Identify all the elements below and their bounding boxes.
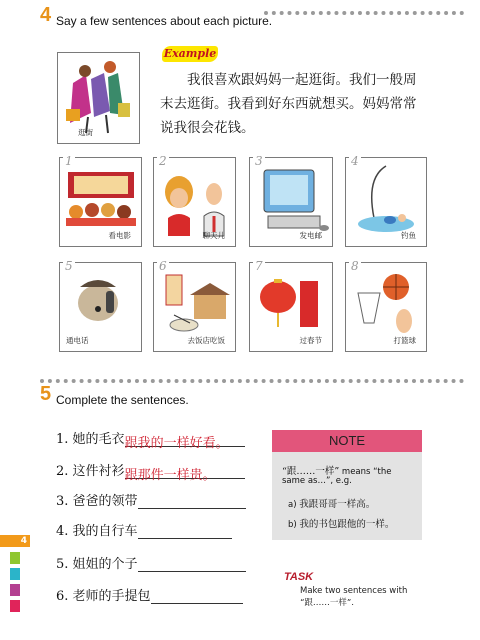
- picture-7-number: 7: [255, 259, 263, 273]
- side-tab-label: 4: [20, 536, 27, 546]
- example-picture: [57, 52, 140, 144]
- picture-4-label: 钓鱼: [401, 231, 416, 240]
- exercise-4-number: 4: [40, 4, 52, 26]
- exercise-5-number: 5: [40, 383, 52, 405]
- picture-3: [249, 154, 333, 247]
- picture-7: [249, 259, 333, 352]
- picture-5-number: 5: [65, 259, 73, 273]
- picture-2-label: 聊天儿: [202, 231, 225, 240]
- dotted-divider: [264, 11, 464, 15]
- picture-5-label: 通电话: [66, 336, 89, 345]
- example-picture-label: 逛街: [78, 128, 93, 137]
- sentence-3-answer[interactable]: [138, 494, 246, 509]
- task-heading: TASK: [284, 571, 314, 583]
- sentence-2-number: 2.: [56, 464, 69, 479]
- sentence-5-answer[interactable]: [138, 557, 246, 572]
- sentence-1-number: 1.: [56, 432, 69, 447]
- note-example-a-label: a): [288, 500, 300, 510]
- task-line-1: Make two sentences with: [300, 586, 408, 596]
- picture-3-label: 发电邮: [299, 231, 322, 240]
- side-tab-active[interactable]: [0, 535, 30, 547]
- sentence-2: [56, 460, 245, 483]
- picture-6: [153, 259, 236, 352]
- note-example-b-label: b): [288, 520, 300, 530]
- shopping-illustration: [58, 53, 140, 143]
- sentence-4-answer[interactable]: [138, 524, 232, 539]
- sentence-6-number: 6.: [56, 589, 69, 604]
- side-tab-teal[interactable]: [10, 568, 20, 580]
- note-example-a: [288, 496, 375, 510]
- sentence-2-prompt: 这件衬衫: [72, 464, 125, 479]
- example-tag: Example: [163, 47, 217, 60]
- picture-7-label: 过春节: [299, 336, 322, 345]
- sentence-5: [56, 553, 246, 572]
- picture-1-label: 看电影: [108, 231, 131, 240]
- sentence-6-answer[interactable]: [151, 589, 243, 604]
- side-tab-pink[interactable]: [10, 600, 20, 612]
- note-pattern: “跟……一样”: [282, 466, 340, 477]
- picture-4-number: 4: [351, 154, 359, 168]
- picture-4: [345, 154, 427, 247]
- picture-8-number: 8: [351, 259, 359, 273]
- task-body: [300, 585, 407, 609]
- note-line-2: same as…”, e.g.: [282, 476, 352, 486]
- sentence-4: [56, 520, 232, 539]
- picture-8: [345, 259, 427, 352]
- exercise-5-title: Complete the sentences.: [56, 393, 189, 407]
- picture-2: [153, 154, 236, 247]
- note-box: [272, 430, 422, 540]
- sentence-3: [56, 490, 246, 509]
- sentence-3-prompt: 爸爸的领带: [72, 494, 138, 509]
- picture-1-number: 1: [65, 154, 73, 168]
- sentence-1-answer[interactable]: 跟我的一样好看。: [125, 432, 245, 447]
- sentence-5-number: 5.: [56, 557, 69, 572]
- sentence-2-answer[interactable]: 跟那件一样贵。: [125, 464, 245, 479]
- picture-1: [59, 154, 142, 247]
- picture-6-label: 去饭店吃饭: [187, 336, 225, 345]
- sentence-1: [56, 428, 245, 451]
- note-heading: NOTE: [272, 430, 422, 452]
- side-tab-green[interactable]: [10, 552, 20, 564]
- note-means: means “the: [339, 467, 392, 477]
- picture-5: [59, 259, 142, 352]
- sentence-6: [56, 585, 243, 604]
- sentence-4-prompt: 我的自行车: [72, 524, 138, 539]
- picture-6-number: 6: [159, 259, 167, 273]
- sentence-3-number: 3.: [56, 494, 69, 509]
- dotted-divider-top: [40, 379, 464, 383]
- exercise-4-title: Say a few sentences about each picture.: [56, 14, 273, 28]
- note-example-b-text: 我的书包跟他的一样。: [299, 519, 395, 530]
- sentence-5-prompt: 姐姐的个子: [72, 557, 138, 572]
- picture-8-label: 打篮球: [393, 336, 416, 345]
- picture-2-number: 2: [159, 154, 167, 168]
- sentence-6-prompt: 老师的手提包: [72, 589, 151, 604]
- note-line-1: [282, 463, 392, 477]
- example-text: 我很喜欢跟妈妈一起逛街。我们一般周末去逛街。我看到好东西就想买。妈妈常常说我很会花钱。: [160, 72, 417, 136]
- sentence-1-prompt: 她的毛衣: [72, 432, 125, 447]
- side-tab-purple[interactable]: [10, 584, 20, 596]
- sentence-4-number: 4.: [56, 524, 69, 539]
- picture-3-number: 3: [255, 154, 263, 168]
- note-example-a-text: 我跟哥哥一样高。: [299, 499, 376, 510]
- task-line-2: “跟……一样”.: [300, 598, 354, 608]
- note-example-b: [288, 516, 394, 530]
